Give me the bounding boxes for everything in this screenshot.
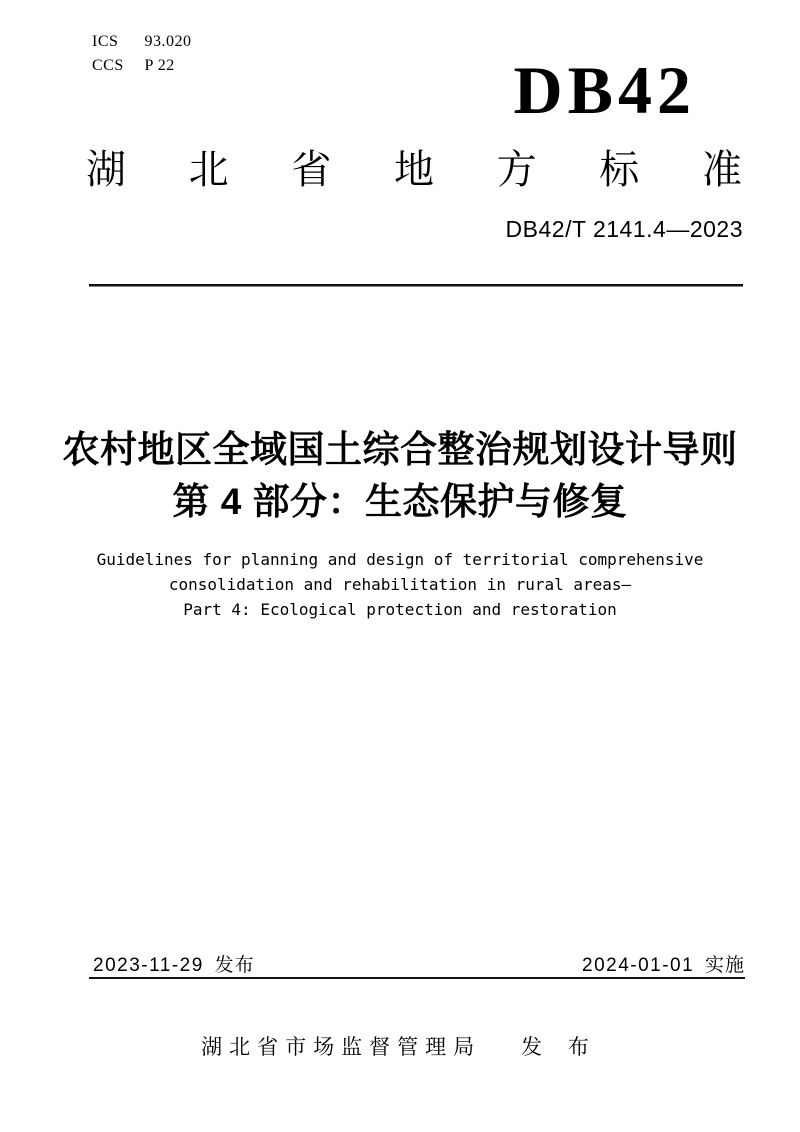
document-title-english xyxy=(0,547,800,622)
ccs-code-row xyxy=(92,54,192,78)
document-title-line1: 农村地区全域国土综合整治规划设计导则 xyxy=(62,429,738,470)
standard-type-char: 地 xyxy=(393,148,434,192)
dates-row xyxy=(93,950,745,977)
document-title-en-line2: consolidation and rehabilitation in rural areas— xyxy=(168,575,632,594)
standard-type-char: 方 xyxy=(496,148,537,192)
standard-type-char: 省 xyxy=(291,148,332,192)
publisher-name: 湖北省市场监督管理局 xyxy=(201,1036,482,1059)
document-title-en-line3: Part 4: Ecological protection and restoration xyxy=(183,600,617,619)
issue-date xyxy=(93,950,255,977)
standard-type-char: 北 xyxy=(188,148,229,192)
ics-value: 93.020 xyxy=(144,33,192,50)
implementation-date xyxy=(582,950,745,977)
standard-type-char: 湖 xyxy=(86,148,126,192)
ccs-label: CCS xyxy=(92,57,124,74)
ics-label: ICS xyxy=(92,33,119,50)
footer-rule xyxy=(89,977,745,979)
ccs-value: P 22 xyxy=(144,57,175,74)
standard-type-char: 准 xyxy=(701,148,742,192)
document-title xyxy=(0,424,800,528)
standard-number: DB42/T 2141.4—2023 xyxy=(505,216,743,242)
implementation-date-label: 实施 xyxy=(704,955,745,976)
issue-date-label: 发布 xyxy=(214,955,255,976)
db42-logo: DB42 xyxy=(513,52,696,128)
issue-date-value: 2023-11-29 xyxy=(93,955,204,976)
publisher-row xyxy=(0,1031,800,1061)
header-rule xyxy=(89,284,743,287)
standard-type-line xyxy=(86,146,742,194)
classification-codes xyxy=(92,30,192,78)
document-title-line2: 第 4 部分：生态保护与修复 xyxy=(172,481,628,522)
implementation-date-value: 2024-01-01 xyxy=(582,955,695,976)
standard-type-char: 标 xyxy=(599,148,640,192)
publisher-action: 发 布 xyxy=(521,1036,599,1059)
ics-code-row xyxy=(92,30,192,54)
document-title-en-line1: Guidelines for planning and design of territorial comprehensive xyxy=(96,550,704,569)
